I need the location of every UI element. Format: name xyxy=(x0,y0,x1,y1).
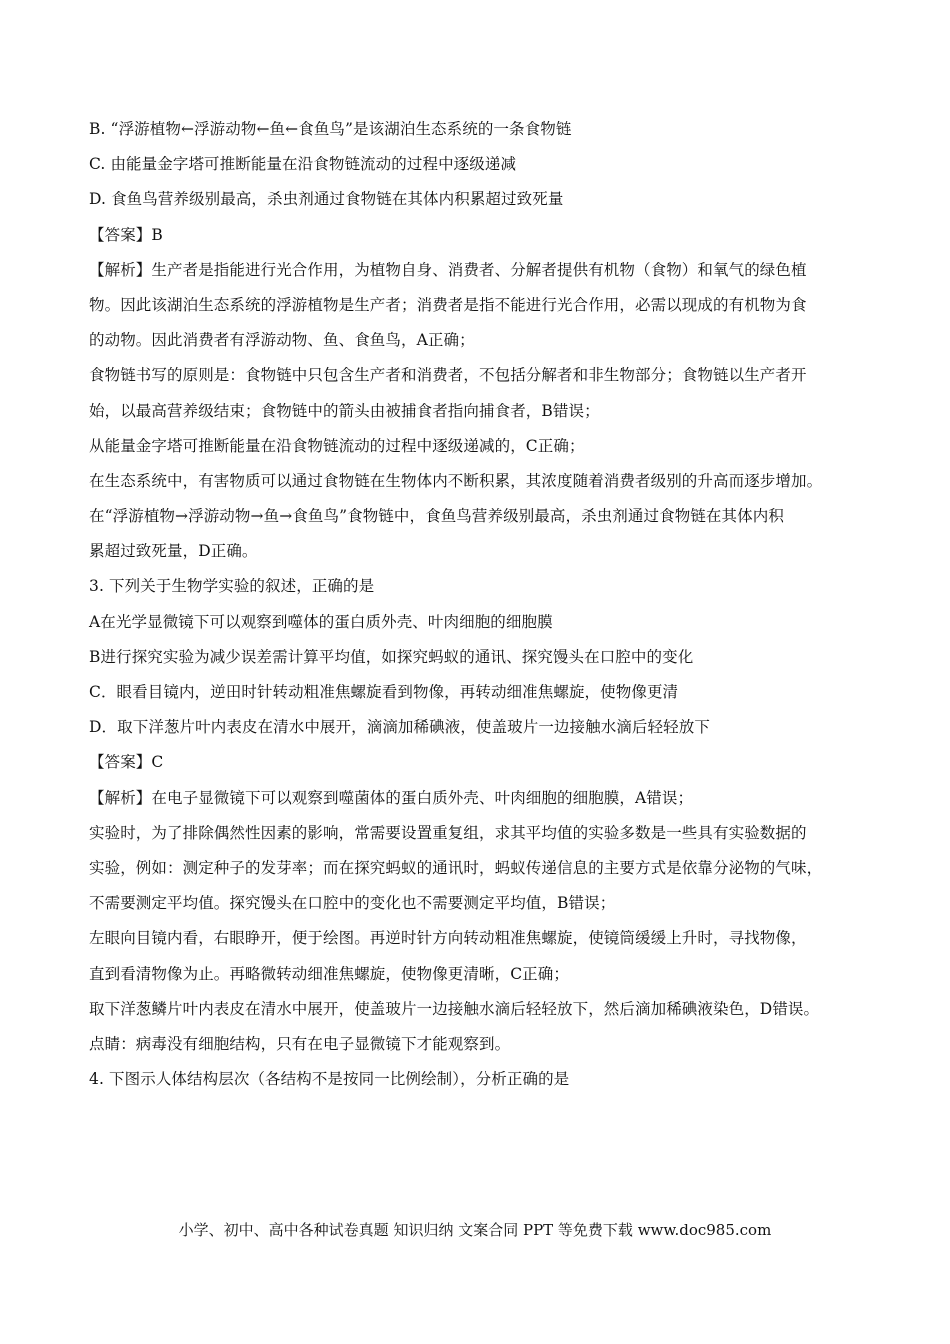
analysis-line: 从能量金字塔可推断能量在沿食物链流动的过程中逐级递减的，C正确； xyxy=(89,436,585,455)
analysis-line: 【解析】生产者是指能进行光合作用，为植物自身、消费者、分解者提供有机物（食物）和氧气的绿色植 xyxy=(89,260,807,279)
option-d-line: D. 食鱼鸟营养级别最高，杀虫剂通过食物链在其体内积累超过致死量 xyxy=(89,190,564,209)
analysis-line: 在生态系统中，有害物质可以通过食物链在生物体内不断积累，其浓度随着消费者级别的升高而逐步增加。 xyxy=(89,471,823,490)
tip-line: 点睛：病毒没有细胞结构，只有在电子显微镜下才能观察到。 xyxy=(89,1034,511,1053)
answer-line: 【答案】C xyxy=(89,753,164,772)
analysis-line: 取下洋葱鳞片叶内表皮在清水中展开，使盖玻片一边接触水滴后轻轻放下，然后滴加稀碘液染色，D错误。 xyxy=(89,999,820,1018)
analysis-line: 【解析】在电子显微镜下可以观察到噬菌体的蛋白质外壳、叶肉细胞的细胞膜，A错误； xyxy=(89,788,694,807)
analysis-line: 不需要测定平均值。探究馒头在口腔中的变化也不需要测定平均值，B错误； xyxy=(89,894,616,913)
answer-line: 【答案】B xyxy=(89,225,163,244)
option-c-line: C. 由能量金字塔可推断能量在沿食物链流动的过程中逐级递减 xyxy=(89,155,517,174)
option-a-line: A在光学显微镜下可以观察到噬体的蛋白质外壳、叶肉细胞的细胞膜 xyxy=(89,612,553,631)
analysis-line: 食物链书写的原则是：食物链中只包含生产者和消费者，不包括分解者和非生物部分；食物链以生产者开 xyxy=(89,366,807,385)
analysis-line: 实验时，为了排除偶然性因素的影响，常需要设置重复组，求其平均值的实验多数是一些具有实验数据的 xyxy=(89,823,807,842)
option-d-line: D．取下洋葱片叶内表皮在清水中展开，滴滴加稀碘液，使盖玻片一边接触水滴后轻轻放下 xyxy=(89,718,710,737)
option-c-line: C．眼看目镜内，逆田时针转动粗准焦螺旋看到物像，再转动细准焦螺旋，使物像更清 xyxy=(89,683,679,701)
option-b-line: B. “浮游植物←浮游动物←鱼←食鱼鸟”是该湖泊生态系统的一条食物链 xyxy=(89,120,572,138)
document-body xyxy=(89,112,879,1097)
page-footer: 小学、初中、高中各种试卷真题 知识归纳 文案合同 PPT 等免费下载 www.doc985.com xyxy=(178,1221,772,1239)
question-4-stem: 4. 下图示人体结构层次（各结构不是按同一比例绘制），分析正确的是 xyxy=(89,1070,570,1089)
analysis-line: 左眼向目镜内看，右眼睁开，便于绘图。再逆时针方向转动粗准焦螺旋，使镜筒缓缓上升时，寻找物像， xyxy=(89,929,807,948)
analysis-line: 在“浮游植物→浮游动物→鱼→食鱼鸟”食物链中，食鱼鸟营养级别最高，杀虫剂通过食物链在其体内积 xyxy=(89,507,784,526)
option-b-line: B进行探究实验为减少误差需计算平均值，如探究蚂蚁的通讯、探究馒头在口腔中的变化 xyxy=(89,647,694,666)
analysis-line: 实验，例如：测定种子的发芽率；而在探究蚂蚁的通讯时，蚂蚁传递信息的主要方式是依靠分泌物的气味， xyxy=(89,858,823,877)
analysis-line: 的动物。因此消费者有浮游动物、鱼、食鱼鸟，A正确； xyxy=(89,331,475,350)
analysis-line: 始，以最高营养级结束；食物链中的箭头由被捕食者指向捕食者，B错误； xyxy=(89,401,600,420)
analysis-line: 累超过致死量，D正确。 xyxy=(89,542,258,561)
question-3-stem: 3. 下列关于生物学实验的叙述，正确的是 xyxy=(89,577,375,596)
analysis-line: 物。因此该湖泊生态系统的浮游植物是生产者；消费者是指不能进行光合作用，必需以现成的有机物为食 xyxy=(89,295,807,314)
analysis-line: 直到看清物像为止。再略微转动细准焦螺旋，使物像更清晰，C正确； xyxy=(89,964,569,983)
